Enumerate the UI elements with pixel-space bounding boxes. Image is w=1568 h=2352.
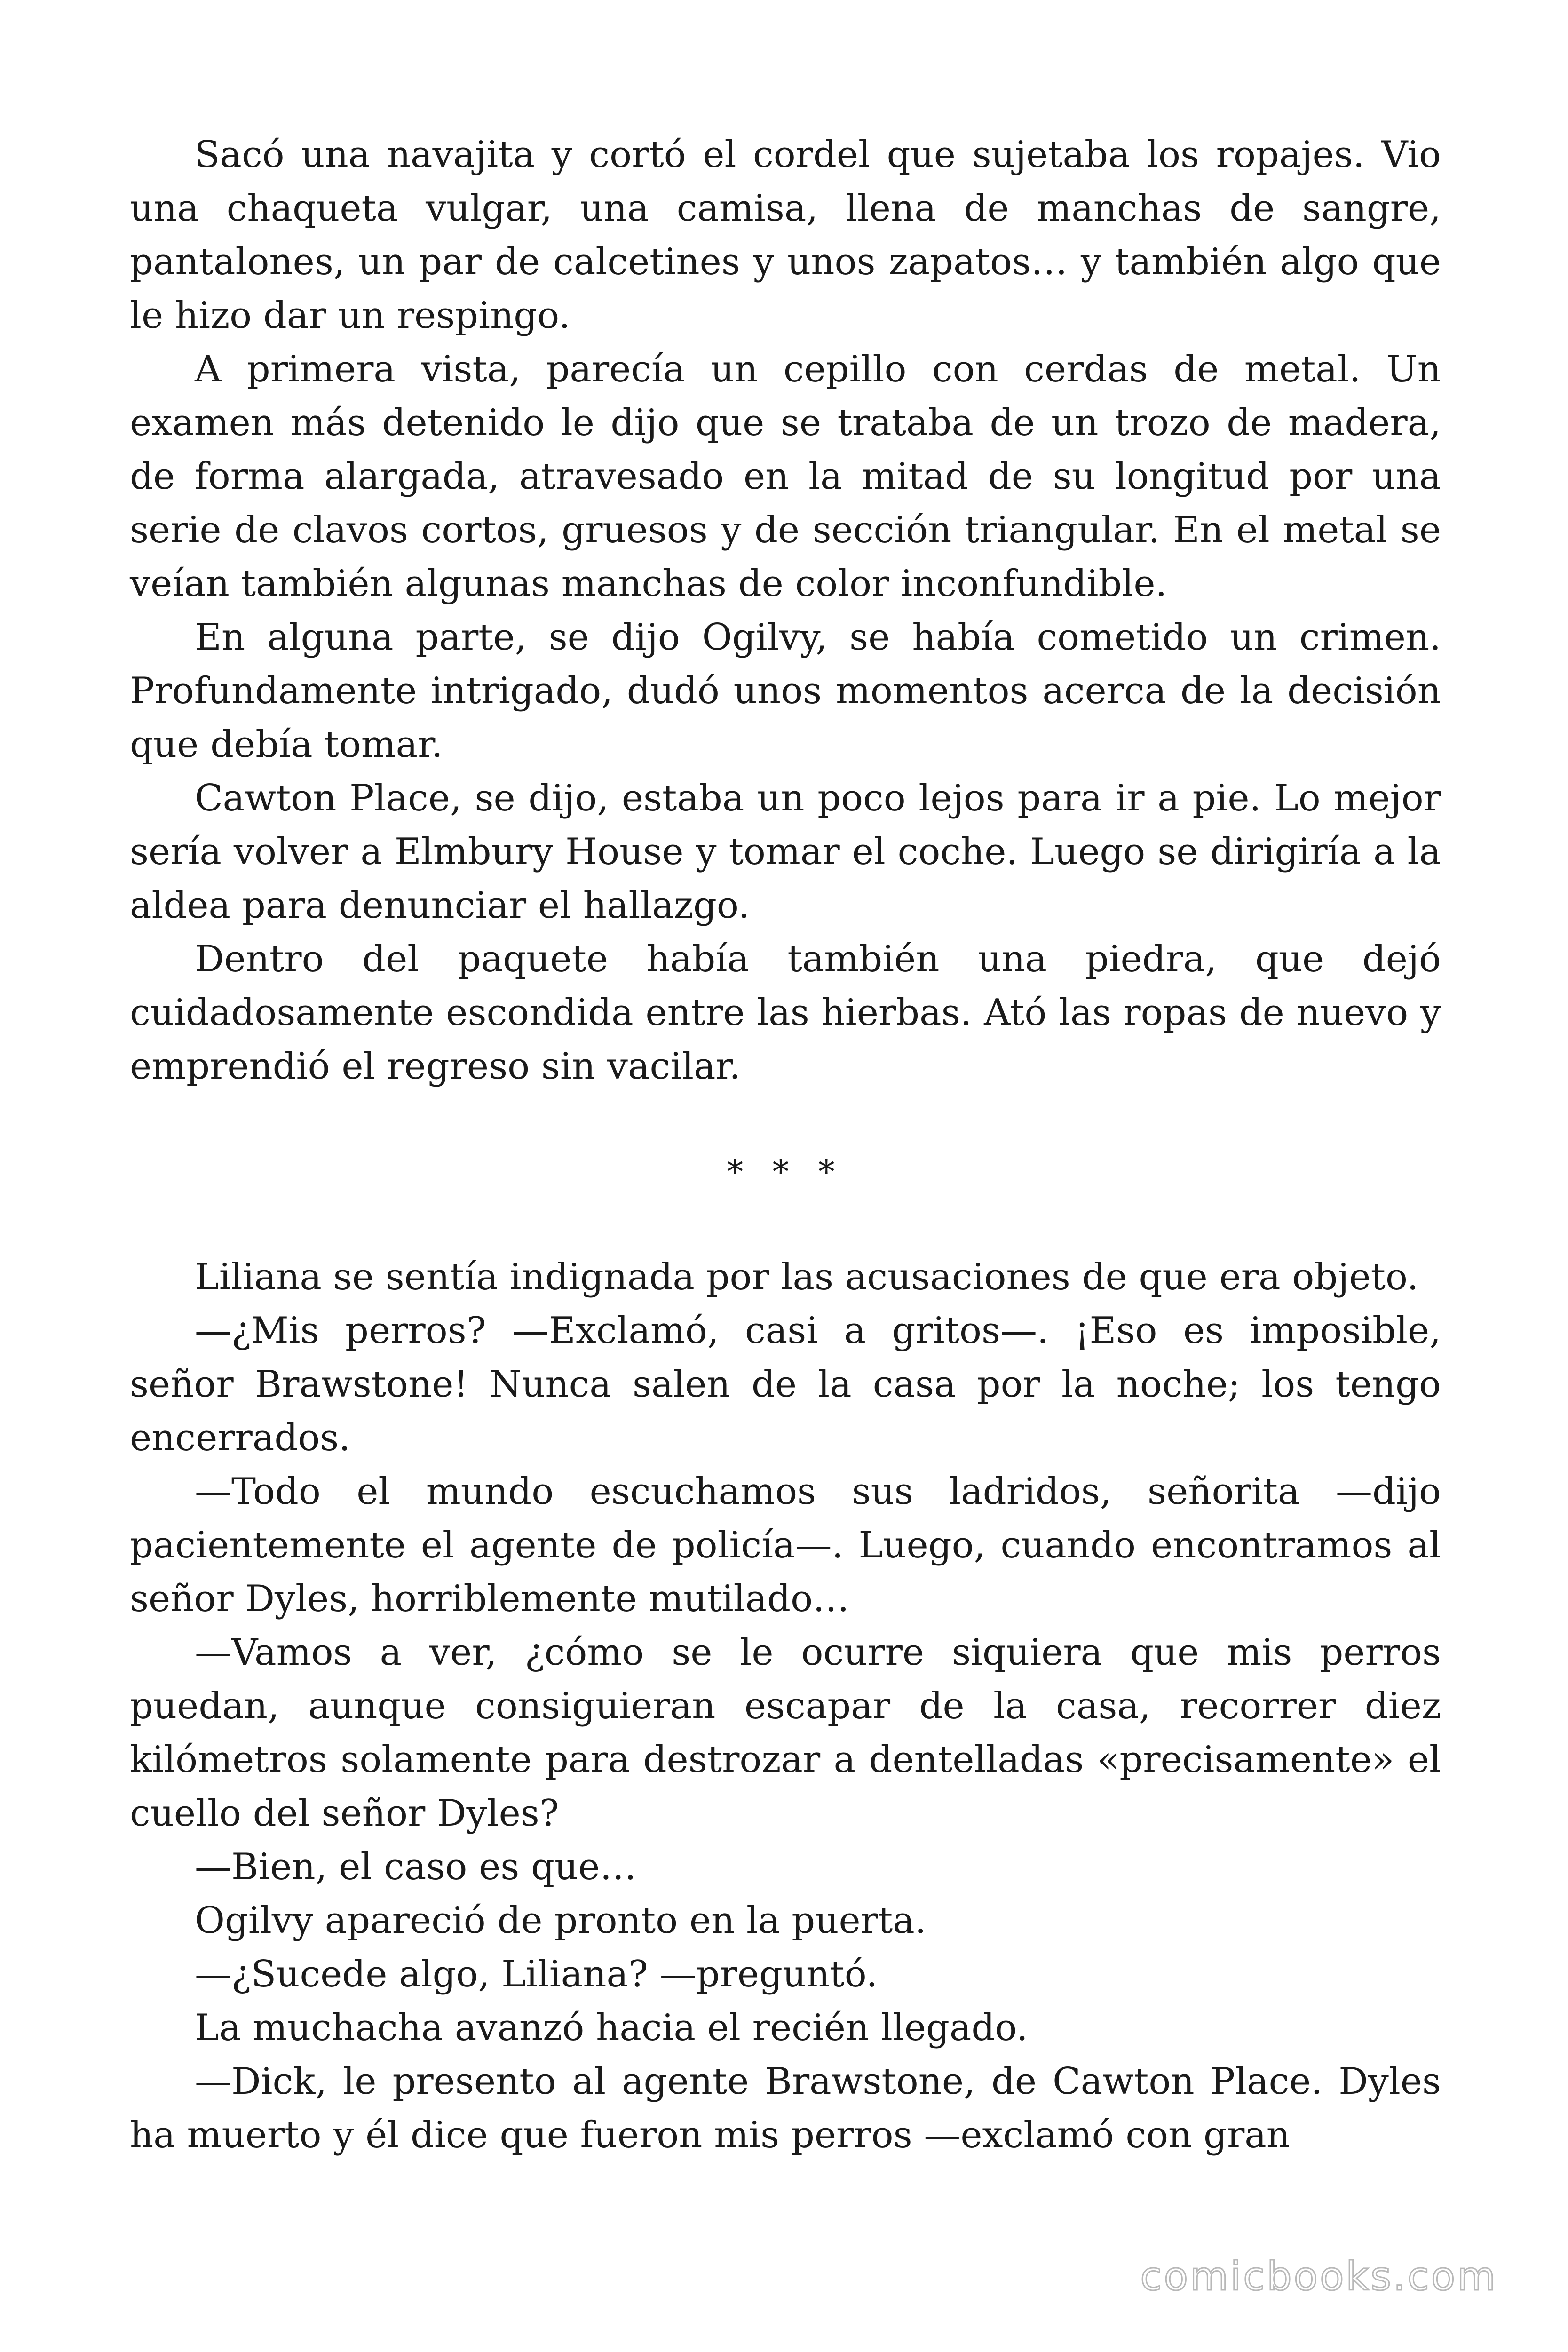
paragraph: —¿Sucede algo, Liliana? —preguntó.	[195, 1953, 878, 1995]
paragraph: —Vamos a ver, ¿cómo se le ocurre siquiera que mis perros puedan, aunque consiguieran escapar de la casa, recorrer diez kilómetros solamente para destrozar a dentelladas «precisamente» el cuello del señor Dyles?	[130, 1631, 1441, 1835]
paragraph: —Todo el mundo escuchamos sus ladridos, señorita —dijo pacientemente el agente de policía—. Luego, cuando encontramos al señor Dyles, horriblemente mutilado…	[130, 1470, 1441, 1620]
section-separator: * * *	[727, 1152, 844, 1191]
paragraph: En alguna parte, se dijo Ogilvy, se había cometido un crimen. Profundamente intrigado, dudó unos momentos acerca de la decisión que debía tomar.	[130, 616, 1441, 766]
paragraph: Ogilvy apareció de pronto en la puerta.	[195, 1899, 927, 1942]
paragraph: —Bien, el caso es que…	[195, 1846, 637, 1888]
watermark: comicbooks.com	[1140, 2253, 1497, 2299]
paragraph: A primera vista, parecía un cepillo con cerdas de metal. Un examen más detenido le dijo que se trataba de un trozo de madera, de forma alargada, atravesado en la mitad de su longitud por una serie de clavos cortos, gruesos y de sección triangular. En el metal se veían también algunas manchas de color inconfundible.	[130, 348, 1441, 605]
paragraph: —Dick, le presento al agente Brawstone, de Cawton Place. Dyles ha muerto y él dice que fueron mis perros —exclamó con gran	[130, 2060, 1441, 2156]
paragraph: Dentro del paquete había también una piedra, que dejó cuidadosamente escondida entre las hierbas. Ató las ropas de nuevo y emprendió el regreso sin vacilar.	[130, 938, 1441, 1088]
paragraph: Cawton Place, se dijo, estaba un poco lejos para ir a pie. Lo mejor sería volver a Elmbury House y tomar el coche. Luego se dirigiría a la aldea para denunciar el hallazgo.	[130, 777, 1441, 927]
paragraph: —¿Mis perros? —Exclamó, casi a gritos—. ¡Eso es imposible, señor Brawstone! Nunca salen de la casa por la noche; los tengo encerrados.	[130, 1310, 1441, 1459]
paragraph: Sacó una navajita y cortó el cordel que sujetaba los ropajes. Vio una chaqueta vulgar, una camisa, llena de manchas de sangre, pantalones, un par de calcetines y unos zapatos… y también algo que le hizo dar un respingo.	[130, 134, 1441, 337]
page-body	[130, 128, 1441, 2162]
paragraph: Liliana se sentía indignada por las acusaciones de que era objeto.	[195, 1256, 1419, 1298]
paragraph: La muchacha avanzó hacia el recién llegado.	[195, 2007, 1028, 2049]
